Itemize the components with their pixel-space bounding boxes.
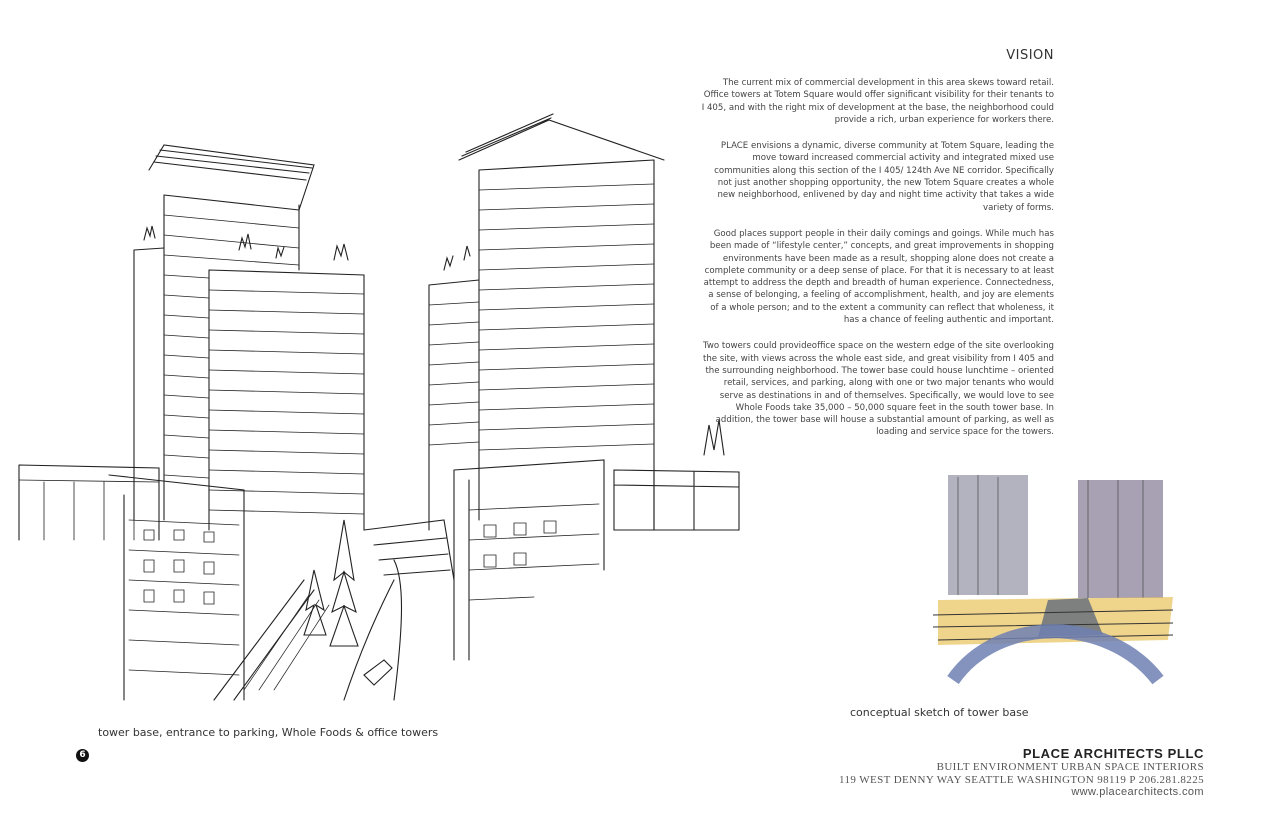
page-number: 6 (76, 749, 89, 762)
footer (839, 746, 1204, 799)
left-tower (164, 195, 299, 520)
parking-ramp (214, 560, 402, 700)
vision-title: VISION (1006, 48, 1054, 63)
central-stairs (364, 520, 454, 580)
right-low-buildings (454, 460, 604, 660)
main-sketch-caption: tower base, entrance to parking, Whole Foods & office towers (98, 726, 439, 739)
firm-name: PLACE ARCHITECTS PLLC (1022, 746, 1204, 761)
concept-sketch (928, 465, 1178, 700)
firm-address: 119 WEST DENNY WAY SEATTLE WASHINGTON 98119 P 206.281.8225 (838, 773, 1204, 786)
vision-paragraph: Good places support people in their daily comings and goings. While much has been made of “lifestyle center,” concepts, and great improvements in shopping environments have been made as a result, shopping alone does not create a complete community or a deep sense of place. For that it is necessary to at least attempt to address the depth and breadth of human experience. Connectedness, a sense of belonging, a feeling of accomplishment, health, and joy are elements of a whole person; and to the extent a community can reflect that wholeness, it has a chance of feeling authentic and important. (703, 228, 1054, 326)
firm-website-link[interactable]: www.placearchitects.com (1071, 786, 1204, 798)
vision-paragraph: Two towers could provideoffice space on the western edge of the site overlooking the site, with views across the whole east side, and great visibility from I 405 and the surrounding neighborhood. The tower base could house lunchtime – oriented retail, services, and parking, along with one or two major tenants who would serve as destinations in and of themselves. Specifically, we would love to see Whole Foods take 35,000 – 50,000 square feet in the south tower base. In addition, the tower base will house a substantial amount of parking, as well as loading and service space for the towers. (702, 341, 1054, 438)
tower-base-sketch (14, 100, 794, 710)
evergreen-trees (330, 520, 358, 646)
concept-tower-left (948, 475, 1028, 595)
concept-tower-right (1078, 480, 1163, 598)
car (364, 660, 392, 685)
concept-sketch-caption: conceptual sketch of tower base (850, 706, 1029, 719)
vision-body (700, 77, 1054, 453)
firm-tagline: BUILT ENVIRONMENT URBAN SPACE INTERIORS (936, 761, 1204, 773)
vision-paragraph: PLACE envisions a dynamic, diverse community at Totem Square, leading the move toward increased commercial activity and integrated mixed use communities along this section of the I 405/ 124th Ave NE corridor. Specifically not just another shopping opportunity, the new Totem Square creates a whole new neighborhood, enlivened by day and night time activity that takes a wide variety of forms. (714, 141, 1054, 213)
left-low-buildings (19, 465, 159, 540)
vision-paragraph: The current mix of commercial development in this area skews toward retail. Office towers at Totem Square would offer significant visibility for their tenants to I 405, and with the right mix of development at the base, the neighborhood could provide a rich, urban experience for workers there. (701, 78, 1054, 125)
